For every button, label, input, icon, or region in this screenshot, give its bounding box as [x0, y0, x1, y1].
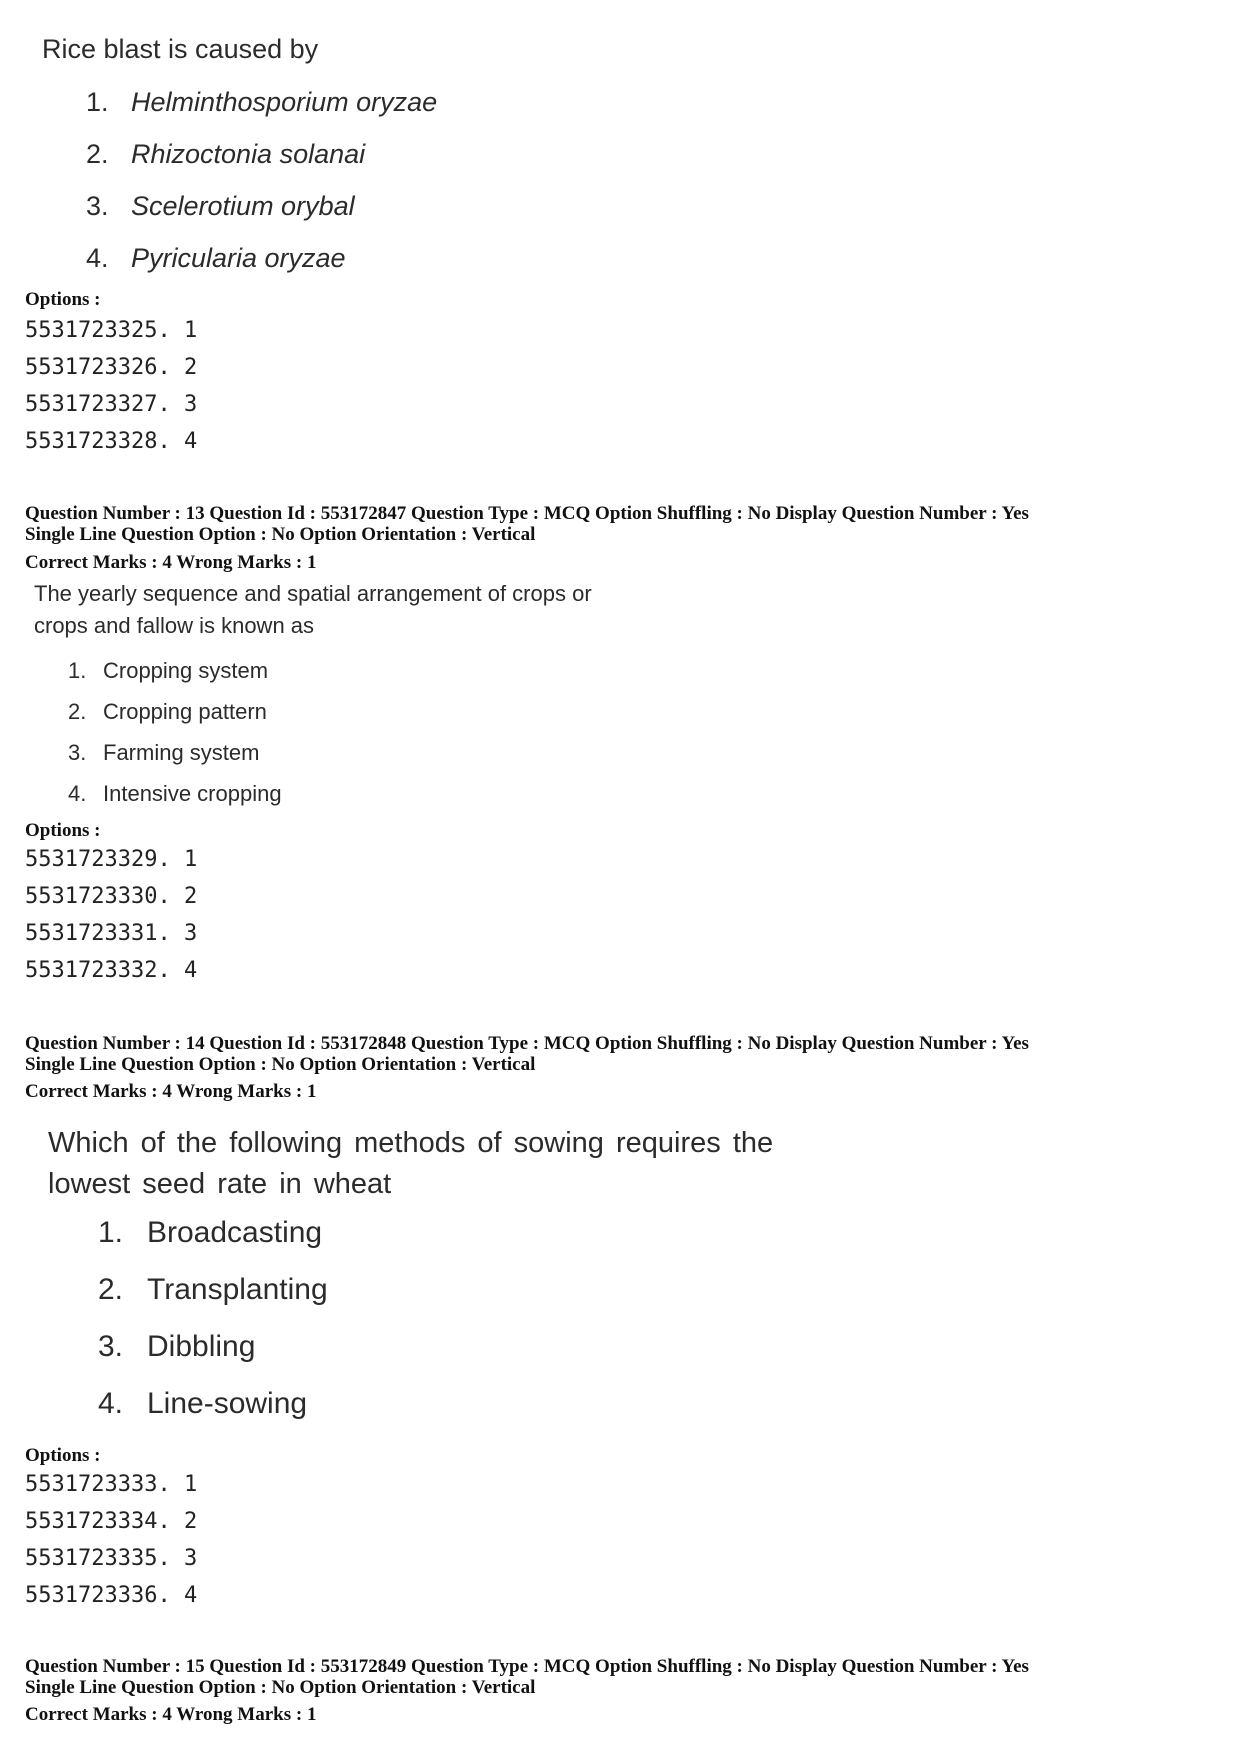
choice-text: Cropping pattern [103, 699, 267, 724]
question-13-stem [34, 578, 654, 642]
option-row: 5531723326. 2 [25, 355, 198, 380]
choice-text: Transplanting [147, 1273, 328, 1306]
stem-line: lowest seed rate in wheat [48, 1168, 392, 1200]
question-12-stem: Rice blast is caused by [42, 34, 319, 64]
question-14-meta-line1: Question Number : 14 Question Id : 553172848 Question Type : MCQ Option Shuffling : No Display Question Number : Yes [25, 1033, 1029, 1054]
choice-number: 4. [86, 243, 109, 273]
option-row: 5531723332. 4 [25, 958, 198, 983]
choice-text: Helminthosporium oryzae [131, 87, 438, 117]
choice-item [98, 1213, 328, 1270]
choice-item [68, 779, 282, 820]
question-15-marks: Correct Marks : 4 Wrong Marks : 1 [25, 1704, 317, 1725]
question-12-choices [86, 84, 437, 292]
choice-item [68, 656, 282, 697]
stem-line: Which of the following methods of sowing requires the [48, 1127, 774, 1159]
choice-number: 1. [98, 1216, 124, 1249]
question-13-meta-line1: Question Number : 13 Question Id : 553172847 Question Type : MCQ Option Shuffling : No Display Question Number : Yes [25, 503, 1029, 524]
choice-item [98, 1384, 328, 1441]
question-14-choices [98, 1213, 328, 1441]
choice-item [86, 240, 437, 292]
choice-text: Intensive cropping [103, 781, 282, 806]
choice-number: 2. [86, 139, 109, 169]
options-label: Options : [25, 1445, 101, 1466]
choice-number: 3. [86, 191, 109, 221]
choice-text: Pyricularia oryzae [131, 243, 346, 273]
choice-text: Rhizoctonia solanai [131, 139, 366, 169]
options-label: Options : [25, 820, 101, 841]
option-row: 5531723327. 3 [25, 392, 198, 417]
options-label: Options : [25, 289, 101, 310]
question-14-stem [48, 1123, 888, 1205]
choice-text: Scelerotium orybal [131, 191, 355, 221]
choice-number: 1. [86, 87, 109, 117]
choice-number: 2. [68, 699, 87, 724]
option-row: 5531723334. 2 [25, 1509, 198, 1534]
choice-item [86, 84, 437, 136]
choice-number: 1. [68, 658, 87, 683]
question-12-options [25, 316, 197, 464]
choice-item [98, 1270, 328, 1327]
question-15-meta-line2: Single Line Question Option : No Option Orientation : Vertical [25, 1677, 536, 1698]
question-14-meta-line2: Single Line Question Option : No Option Orientation : Vertical [25, 1054, 536, 1075]
choice-item [68, 738, 282, 779]
question-14-options [25, 1470, 197, 1618]
choice-item [68, 697, 282, 738]
option-row: 5531723328. 4 [25, 429, 198, 454]
option-row: 5531723331. 3 [25, 921, 198, 946]
choice-item [86, 136, 437, 188]
choice-number: 3. [68, 740, 87, 765]
choice-text: Broadcasting [147, 1216, 323, 1249]
choice-number: 2. [98, 1273, 124, 1306]
choice-text: Farming system [103, 740, 260, 765]
option-row: 5531723325. 1 [25, 318, 198, 343]
choice-text: Dibbling [147, 1330, 256, 1363]
option-row: 5531723336. 4 [25, 1583, 198, 1608]
choice-item [86, 188, 437, 240]
option-row: 5531723335. 3 [25, 1546, 198, 1571]
option-row: 5531723330. 2 [25, 884, 198, 909]
choice-item [98, 1327, 328, 1384]
option-row: 5531723329. 1 [25, 847, 198, 872]
stem-line: The yearly sequence and spatial arrangement of crops or [34, 581, 592, 606]
question-13-choices [68, 656, 282, 820]
choice-number: 3. [98, 1330, 124, 1363]
choice-text: Line-sowing [147, 1387, 308, 1420]
choice-number: 4. [98, 1387, 124, 1420]
question-14-marks: Correct Marks : 4 Wrong Marks : 1 [25, 1081, 317, 1102]
choice-number: 4. [68, 781, 87, 806]
question-13-options [25, 845, 197, 993]
option-row: 5531723333. 1 [25, 1472, 198, 1497]
question-13-marks: Correct Marks : 4 Wrong Marks : 1 [25, 552, 317, 573]
question-15-meta-line1: Question Number : 15 Question Id : 553172849 Question Type : MCQ Option Shuffling : No Display Question Number : Yes [25, 1656, 1029, 1677]
choice-text: Cropping system [103, 658, 269, 683]
stem-line: crops and fallow is known as [34, 613, 315, 638]
question-13-meta-line2: Single Line Question Option : No Option Orientation : Vertical [25, 524, 536, 545]
